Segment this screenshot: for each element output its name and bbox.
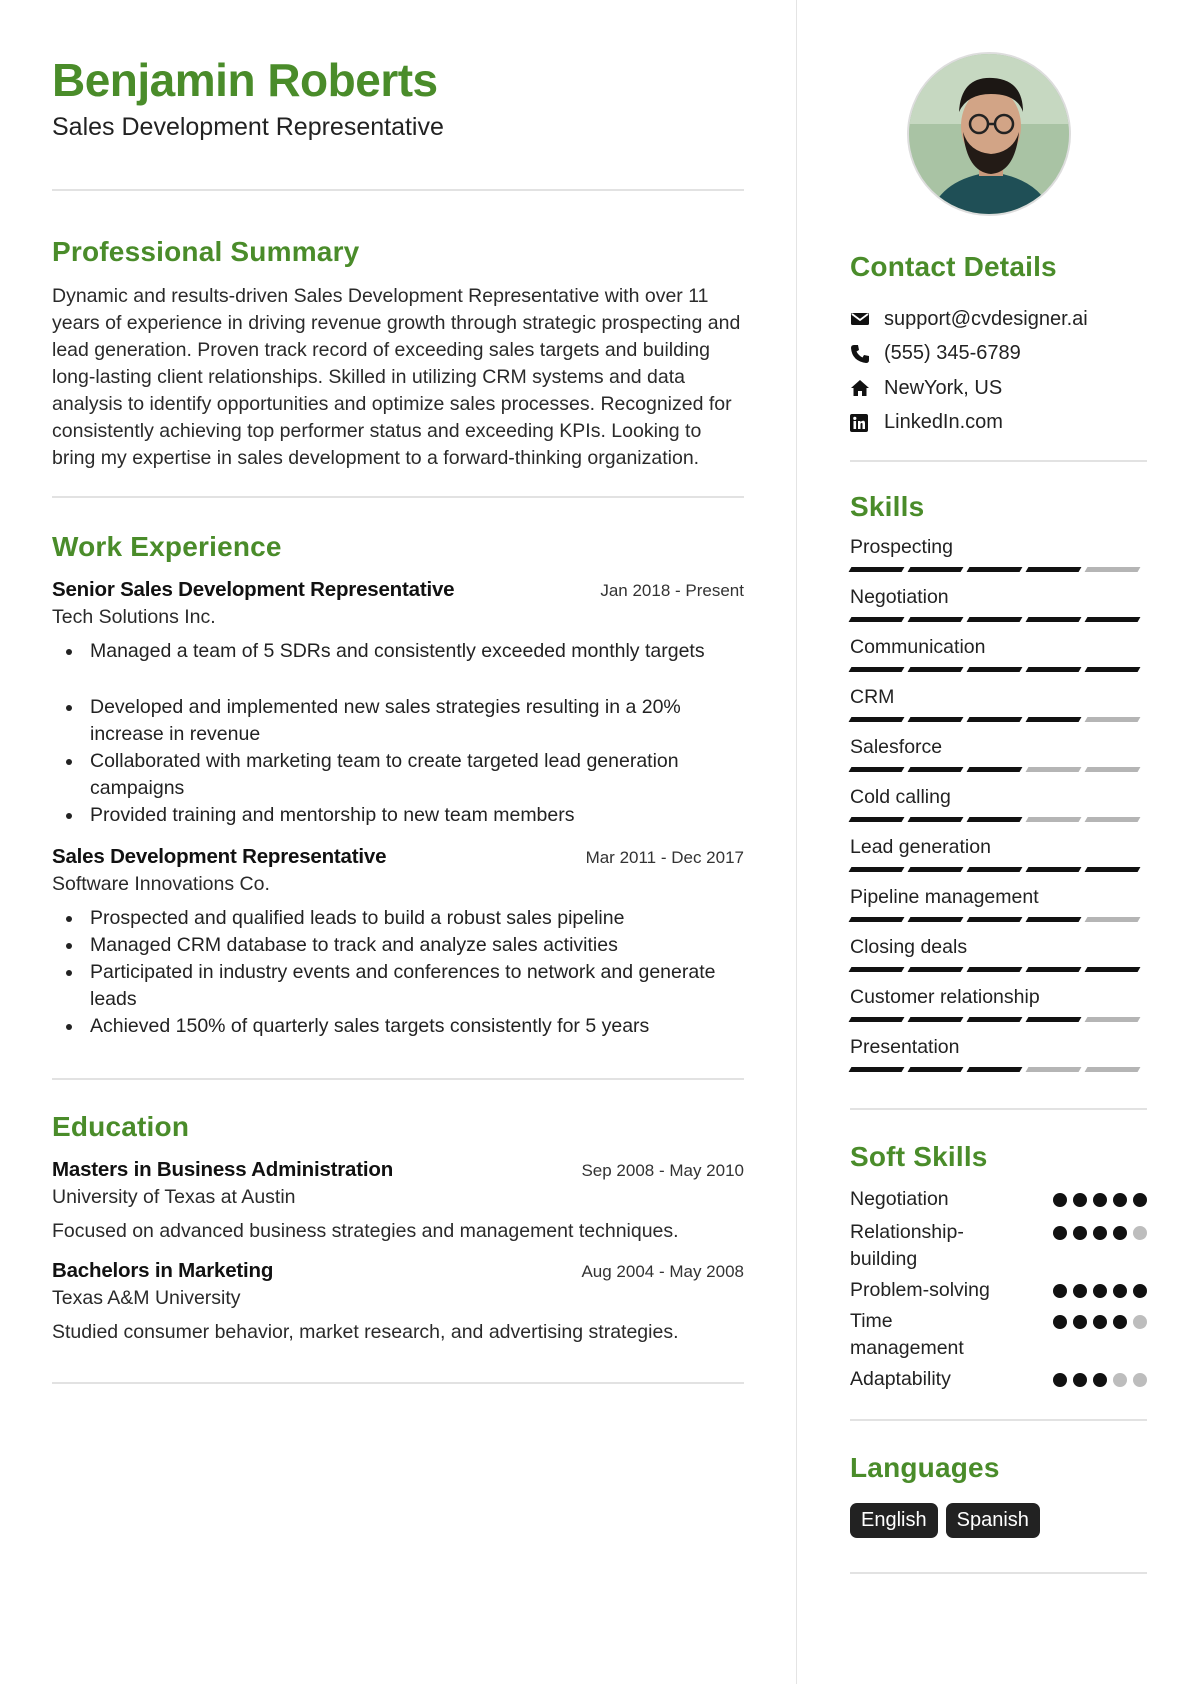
soft-skill-rating — [1053, 1284, 1147, 1298]
column-divider — [796, 0, 797, 1684]
skill-level-bar — [850, 967, 1147, 972]
skill-segment-filled — [1026, 567, 1082, 572]
skill-level-bar — [850, 717, 1147, 722]
skill-segment-filled — [908, 767, 964, 772]
education-section — [52, 1110, 744, 1346]
skill-segment-filled — [967, 817, 1023, 822]
summary-section — [52, 235, 744, 472]
rating-dot-filled — [1073, 1284, 1087, 1298]
soft-skill-rating — [1053, 1373, 1147, 1387]
rating-dot-filled — [1053, 1226, 1067, 1240]
skill-segment-filled — [967, 617, 1023, 622]
job-entry — [52, 845, 744, 1040]
skill-segment-filled — [967, 867, 1023, 872]
bullet-item: Managed CRM database to track and analyze sales activities — [52, 932, 744, 959]
contact-section — [850, 250, 1147, 440]
rating-dot-filled — [1053, 1315, 1067, 1329]
rating-dot-filled — [1053, 1284, 1067, 1298]
skill-segment-filled — [908, 967, 964, 972]
skills-list — [850, 534, 1147, 1084]
bullet-item: Participated in industry events and conferences to network and generate leads — [52, 959, 744, 1013]
skill-segment-filled — [849, 617, 905, 622]
skill-segment-filled — [908, 1067, 964, 1072]
education-description: Studied consumer behavior, market research, and advertising strategies. — [52, 1321, 679, 1343]
summary-heading: Professional Summary — [52, 236, 360, 267]
soft-skill-name: Time management — [850, 1310, 964, 1359]
degree-title: Bachelors in Marketing — [52, 1259, 274, 1282]
contact-heading: Contact Details — [850, 251, 1057, 282]
skill-segment-filled — [967, 1017, 1023, 1022]
languages-section — [850, 1451, 1147, 1538]
skill-segment-empty — [1085, 767, 1141, 772]
divider — [52, 1078, 744, 1080]
skill-level-bar — [850, 667, 1147, 672]
skill-segment-filled — [849, 817, 905, 822]
skill-name: Cold calling — [850, 786, 951, 808]
education-entry — [52, 1259, 744, 1346]
contact-email[interactable]: support@cvdesigner.ai — [850, 302, 1147, 337]
skill-segment-filled — [908, 917, 964, 922]
divider — [52, 189, 744, 191]
skill-segment-empty — [1085, 817, 1141, 822]
main-column — [52, 52, 744, 1384]
skill-item — [850, 1034, 1147, 1084]
skill-segment-empty — [1085, 717, 1141, 722]
rating-dot-filled — [1073, 1315, 1087, 1329]
skill-segment-filled — [1026, 617, 1082, 622]
skill-segment-filled — [1026, 717, 1082, 722]
skill-item — [850, 784, 1147, 834]
skill-name: Salesforce — [850, 736, 943, 758]
skill-segment-filled — [1026, 867, 1082, 872]
skill-segment-filled — [967, 717, 1023, 722]
rating-dot-filled — [1113, 1315, 1127, 1329]
divider — [850, 1419, 1147, 1421]
job-company: Software Innovations Co. — [52, 873, 270, 895]
skill-segment-filled — [1026, 1017, 1082, 1022]
skill-segment-filled — [967, 667, 1023, 672]
skill-segment-filled — [1085, 867, 1141, 872]
skill-segment-filled — [1026, 967, 1082, 972]
skill-segment-filled — [849, 1067, 905, 1072]
rating-dot-filled — [1073, 1226, 1087, 1240]
skill-segment-filled — [908, 717, 964, 722]
soft-skill-rating — [1053, 1193, 1147, 1207]
job-bullets — [52, 638, 744, 829]
skill-segment-filled — [849, 917, 905, 922]
education-description: Focused on advanced business strategies and management techniques. — [52, 1220, 679, 1242]
bullet-item: Managed a team of 5 SDRs and consistently exceeded monthly targets — [52, 638, 744, 665]
soft-skills-section — [850, 1140, 1147, 1393]
languages-heading: Languages — [850, 1452, 1000, 1483]
school-name: University of Texas at Austin — [52, 1186, 296, 1208]
skill-item — [850, 984, 1147, 1034]
soft-skills-list — [850, 1186, 1147, 1393]
rating-dot-filled — [1073, 1193, 1087, 1207]
skill-segment-filled — [849, 1017, 905, 1022]
divider — [850, 460, 1147, 462]
education-heading: Education — [52, 1111, 190, 1142]
rating-dot-filled — [1053, 1193, 1067, 1207]
skill-segment-filled — [967, 1067, 1023, 1072]
skill-segment-filled — [967, 767, 1023, 772]
skill-segment-empty — [1026, 1067, 1082, 1072]
education-date: Aug 2004 - May 2008 — [581, 1262, 744, 1281]
job-bullets — [52, 905, 744, 1040]
contact-linkedin[interactable]: LinkedIn.com — [850, 406, 1147, 441]
rating-dot-filled — [1093, 1193, 1107, 1207]
bullet-item: Developed and implemented new sales strategies resulting in a 20% increase in revenue — [52, 694, 744, 748]
education-entry — [52, 1158, 744, 1245]
rating-dot-filled — [1093, 1226, 1107, 1240]
skill-segment-filled — [908, 1017, 964, 1022]
experience-section — [52, 530, 744, 1040]
skill-name: Communication — [850, 636, 986, 658]
skill-segment-empty — [1085, 1067, 1141, 1072]
rating-dot-filled — [1093, 1373, 1107, 1387]
soft-skill-item — [850, 1366, 1147, 1393]
language-badge: English — [850, 1503, 938, 1538]
soft-skill-name: Problem-solving — [850, 1279, 990, 1301]
skill-item — [850, 534, 1147, 584]
skill-segment-empty — [1085, 567, 1141, 572]
rating-dot-filled — [1113, 1284, 1127, 1298]
divider — [850, 1572, 1147, 1574]
skill-segment-filled — [1026, 667, 1082, 672]
language-badge: Spanish — [946, 1503, 1040, 1538]
soft-skill-rating — [1053, 1226, 1147, 1240]
skill-level-bar — [850, 817, 1147, 822]
languages-list — [850, 1503, 1147, 1538]
skill-item — [850, 884, 1147, 934]
soft-skill-item — [850, 1277, 1147, 1304]
skill-name: Negotiation — [850, 586, 949, 608]
skill-name: Customer relationship — [850, 986, 1040, 1008]
bullet-item: Provided training and mentorship to new team members — [52, 802, 744, 829]
skill-name: Lead generation — [850, 836, 991, 858]
skill-name: Closing deals — [850, 936, 968, 958]
candidate-name: Benjamin Roberts — [52, 54, 438, 106]
skill-segment-filled — [849, 667, 905, 672]
soft-skill-name: Relationship-building — [850, 1221, 964, 1270]
skill-item — [850, 584, 1147, 634]
envelope-icon — [850, 309, 884, 329]
job-title: Sales Development Representative — [52, 845, 387, 868]
school-name: Texas A&M University — [52, 1287, 241, 1309]
rating-dot-empty — [1113, 1373, 1127, 1387]
rating-dot-filled — [1113, 1193, 1127, 1207]
skill-segment-filled — [908, 867, 964, 872]
job-title: Senior Sales Development Representative — [52, 578, 455, 601]
soft-skill-name: Adaptability — [850, 1368, 951, 1390]
skill-segment-filled — [967, 567, 1023, 572]
skill-level-bar — [850, 1067, 1147, 1072]
profile-photo — [907, 52, 1071, 216]
skill-level-bar — [850, 917, 1147, 922]
sidebar — [850, 52, 1147, 1574]
rating-dot-filled — [1073, 1373, 1087, 1387]
skill-level-bar — [850, 567, 1147, 572]
skill-segment-filled — [967, 967, 1023, 972]
skill-name: Pipeline management — [850, 886, 1039, 908]
education-date: Sep 2008 - May 2010 — [581, 1161, 744, 1180]
skill-segment-filled — [849, 967, 905, 972]
skill-segment-filled — [849, 717, 905, 722]
divider — [52, 1382, 744, 1384]
skill-name: Presentation — [850, 1036, 960, 1058]
contact-location: NewYork, US — [850, 371, 1147, 406]
home-icon — [850, 378, 884, 398]
skill-segment-filled — [908, 567, 964, 572]
rating-dot-filled — [1113, 1226, 1127, 1240]
skill-item — [850, 834, 1147, 884]
contact-phone[interactable]: (555) 345-6789 — [850, 337, 1147, 372]
rating-dot-empty — [1133, 1226, 1147, 1240]
rating-dot-filled — [1133, 1284, 1147, 1298]
rating-dot-empty — [1133, 1315, 1147, 1329]
summary-text: Dynamic and results-driven Sales Development Representative with over 11 years of experience in driving revenue growth through strategic prospecting and lead generation. Proven track record of exceeding sales targets and building long-lasting client relationships. Skilled in utilizing CRM systems and data analysis to identify opportunities and optimize sales processes. Recognized for consistently achieving top performer status and exceeding KPIs. Looking to bring my expertise in sales development to a forward-thinking organization. — [52, 285, 741, 469]
skill-segment-filled — [1085, 617, 1141, 622]
phone-icon — [850, 344, 884, 364]
divider — [850, 1108, 1147, 1110]
job-company: Tech Solutions Inc. — [52, 606, 216, 628]
skill-segment-filled — [849, 567, 905, 572]
skill-segment-filled — [849, 867, 905, 872]
skill-name: CRM — [850, 686, 895, 708]
soft-skill-rating — [1053, 1315, 1147, 1329]
skill-segment-empty — [1085, 917, 1141, 922]
skill-level-bar — [850, 1017, 1147, 1022]
skill-segment-filled — [849, 767, 905, 772]
skill-segment-filled — [967, 917, 1023, 922]
rating-dot-filled — [1133, 1193, 1147, 1207]
soft-skill-name: Negotiation — [850, 1188, 949, 1210]
skill-item — [850, 634, 1147, 684]
skill-level-bar — [850, 767, 1147, 772]
skill-segment-filled — [1085, 667, 1141, 672]
skill-level-bar — [850, 617, 1147, 622]
candidate-title: Sales Development Representative — [52, 113, 444, 141]
divider — [52, 496, 744, 498]
experience-heading: Work Experience — [52, 531, 282, 562]
rating-dot-filled — [1093, 1284, 1107, 1298]
job-date: Jan 2018 - Present — [600, 581, 744, 600]
soft-skill-item — [850, 1219, 1147, 1273]
skill-item — [850, 684, 1147, 734]
skill-segment-empty — [1026, 817, 1082, 822]
job-entry — [52, 578, 744, 829]
degree-title: Masters in Business Administration — [52, 1158, 394, 1181]
avatar-portrait-icon — [909, 54, 1071, 216]
skill-segment-filled — [1026, 917, 1082, 922]
soft-skills-heading: Soft Skills — [850, 1141, 988, 1172]
bullet-item: Prospected and qualified leads to build a robust sales pipeline — [52, 905, 744, 932]
skill-segment-filled — [908, 617, 964, 622]
skill-segment-empty — [1085, 1017, 1141, 1022]
linkedin-icon — [850, 413, 884, 433]
skill-name: Prospecting — [850, 536, 953, 558]
skill-segment-empty — [1026, 767, 1082, 772]
job-date: Mar 2011 - Dec 2017 — [585, 848, 744, 867]
rating-dot-filled — [1053, 1373, 1067, 1387]
skill-level-bar — [850, 867, 1147, 872]
soft-skill-item — [850, 1308, 1147, 1362]
skill-segment-filled — [908, 817, 964, 822]
rating-dot-filled — [1093, 1315, 1107, 1329]
skills-heading: Skills — [850, 491, 925, 522]
skill-item — [850, 934, 1147, 984]
skill-item — [850, 734, 1147, 784]
bullet-item: Collaborated with marketing team to create targeted lead generation campaigns — [52, 748, 744, 802]
soft-skill-item — [850, 1186, 1147, 1213]
skills-section — [850, 490, 1147, 1084]
skill-segment-filled — [1085, 967, 1141, 972]
bullet-item: Achieved 150% of quarterly sales targets consistently for 5 years — [52, 1013, 744, 1040]
skill-segment-filled — [908, 667, 964, 672]
rating-dot-empty — [1133, 1373, 1147, 1387]
